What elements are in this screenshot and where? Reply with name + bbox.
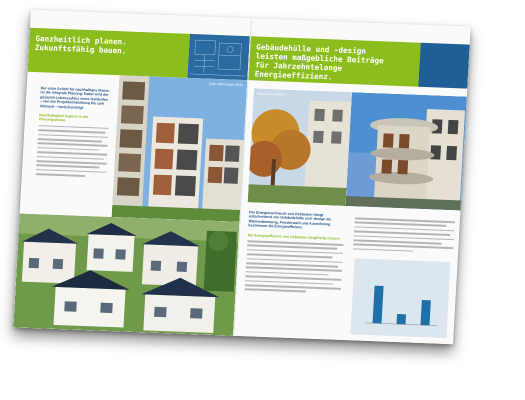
right-page bbox=[233, 18, 471, 344]
round-building-illustration bbox=[346, 92, 468, 210]
right-blue-block bbox=[418, 43, 470, 89]
brochure-spread bbox=[13, 10, 470, 344]
left-body-text bbox=[36, 125, 109, 178]
left-title-band bbox=[28, 28, 190, 78]
solar-roofs-illustration bbox=[13, 213, 239, 335]
autumn-building-photo bbox=[248, 88, 352, 206]
modern-building-illustration bbox=[112, 75, 248, 222]
right-text-column-2 bbox=[353, 214, 455, 256]
right-photo-caption: Wohnhaus, Frankfurt bbox=[256, 91, 285, 97]
right-text-column bbox=[245, 210, 346, 296]
solar-housing-photo bbox=[13, 213, 239, 335]
left-building-photo bbox=[112, 75, 248, 222]
blueprint-drawing bbox=[187, 34, 249, 80]
energy-chart-box bbox=[350, 258, 450, 338]
left-photo-caption: Solar Wohnanlage, Berlin bbox=[209, 81, 244, 87]
right-body-text bbox=[245, 240, 344, 294]
left-text-column bbox=[36, 86, 111, 180]
left-page-title: Ganzheitlich planen. Zukunftsfähig bauen. bbox=[34, 33, 128, 56]
chart-bar-c bbox=[420, 300, 430, 325]
bar-chart bbox=[350, 258, 450, 338]
right-title-band bbox=[248, 36, 420, 86]
right-subheading: Die Energieeffizienz von Gebäuden langfristig sichern bbox=[247, 232, 340, 241]
left-lead-paragraph: Der erste Schritt für nachhaltiges Bauen ist die integrale Planung. Dabei wird der gesamte Lebenszyklus eines Gebäudes – von der Projektentwicklung bis zum Abbruch – berücksichtigt. bbox=[39, 86, 110, 110]
chart-bar-b bbox=[397, 314, 407, 324]
left-blueprint-graphic bbox=[187, 34, 249, 80]
left-page bbox=[13, 10, 251, 336]
round-building-photo bbox=[346, 92, 468, 210]
chart-bar-a bbox=[373, 286, 384, 324]
right-lead-paragraph: Der Energieverbrauch von Gebäuden hängt entscheidend von Gebäudehülle und -design ab. Wärmedämmung, Fensterwahl und Ausrichtung bestimmen die Energieeffizienz. bbox=[248, 210, 332, 230]
left-subheading: Nachhaltigkeit beginnt in der Planungsphase bbox=[38, 113, 89, 123]
autumn-trees-illustration bbox=[248, 88, 352, 206]
right-page-title: Gebäudehülle und -design leisten maßgebliche Beiträge für Jahrzehntelange Energieeffizienz. bbox=[254, 42, 384, 82]
right-body-text-2 bbox=[353, 217, 455, 253]
